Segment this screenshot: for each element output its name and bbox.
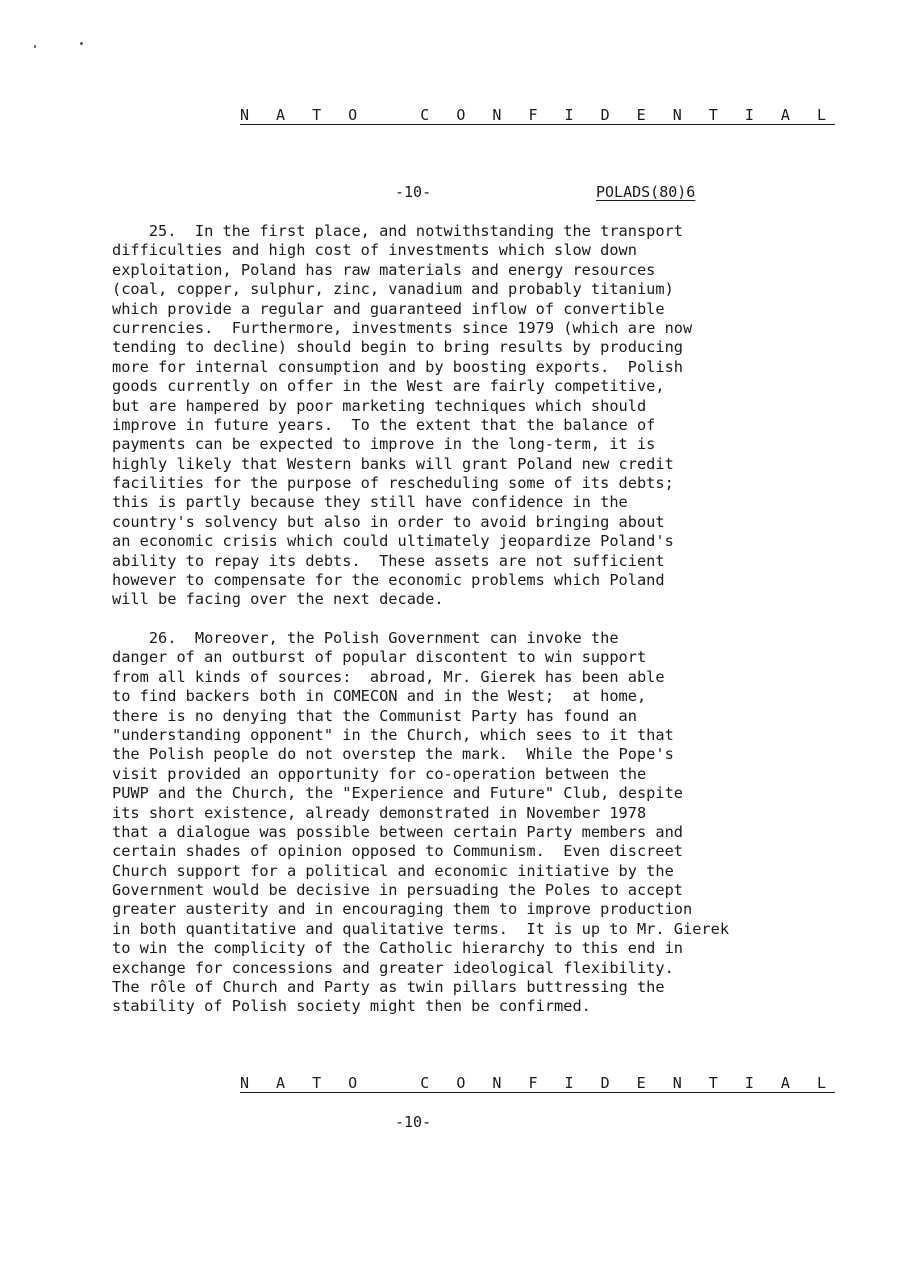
text-line: certain shades of opinion opposed to Communism. Even discreet xyxy=(112,842,683,861)
text-line: goods currently on offer in the West are fairly competitive, xyxy=(112,377,665,396)
text-line: this is partly because they still have confidence in the xyxy=(112,493,628,512)
text-line: to find backers both in COMECON and in the West; at home, xyxy=(112,687,647,706)
text-line: The rôle of Church and Party as twin pillars buttressing the xyxy=(112,978,665,997)
document-reference: POLADS(80)6 xyxy=(596,183,696,201)
text-line: Government would be decisive in persuading the Poles to accept xyxy=(112,881,683,900)
text-line: in both quantitative and qualitative terms. It is up to Mr. Gierek xyxy=(112,919,730,938)
paragraph-25 xyxy=(112,222,852,610)
text-line: facilities for the purpose of rescheduling some of its debts; xyxy=(112,474,674,493)
text-line: however to compensate for the economic problems which Poland xyxy=(112,571,665,590)
text-line: will be facing over the next decade. xyxy=(112,590,444,609)
scan-speck xyxy=(34,45,36,48)
text-line: from all kinds of sources: abroad, Mr. Gierek has been able xyxy=(112,667,665,686)
text-line: its short existence, already demonstrated in November 1978 xyxy=(112,803,647,822)
text-line: that a dialogue was possible between certain Party members and xyxy=(112,822,683,841)
page-number-bottom: -10- xyxy=(395,1113,432,1131)
paragraph-26 xyxy=(112,629,852,1017)
text-line: improve in future years. To the extent that the balance of xyxy=(112,415,656,434)
page-number-top: -10- xyxy=(395,183,432,201)
text-line: payments can be expected to improve in the long-term, it is xyxy=(112,435,656,454)
text-line: currencies. Furthermore, investments since 1979 (which are now xyxy=(112,318,693,337)
text-line: the Polish people do not overstep the mark. While the Pope's xyxy=(112,745,674,764)
text-line: but are hampered by poor marketing techniques which should xyxy=(112,396,647,415)
classification-footer: N A T O C O N F I D E N T I A L xyxy=(240,1074,836,1092)
text-line: (coal, copper, sulphur, zinc, vanadium and probably titanium) xyxy=(112,280,674,299)
text-line: highly likely that Western banks will grant Poland new credit xyxy=(112,454,674,473)
scan-speck xyxy=(80,42,83,45)
text-line: greater austerity and in encouraging them to improve production xyxy=(112,900,693,919)
text-line: which provide a regular and guaranteed inflow of convertible xyxy=(112,299,665,318)
text-line: exchange for concessions and greater ideological flexibility. xyxy=(112,958,674,977)
text-line: more for internal consumption and by boosting exports. Polish xyxy=(112,357,683,376)
text-line: stability of Polish society might then be confirmed. xyxy=(112,997,591,1016)
text-line: an economic crisis which could ultimately jeopardize Poland's xyxy=(112,532,674,551)
text-line: 26. Moreover, the Polish Government can invoke the xyxy=(112,629,619,647)
text-line: to win the complicity of the Catholic hierarchy to this end in xyxy=(112,939,683,958)
text-line: PUWP and the Church, the "Experience and Future" Club, despite xyxy=(112,784,683,803)
text-line: visit provided an opportunity for co-operation between the xyxy=(112,764,647,783)
classification-header: N A T O C O N F I D E N T I A L xyxy=(240,106,836,124)
text-line: danger of an outburst of popular discontent to win support xyxy=(112,648,647,667)
text-line: Church support for a political and economic initiative by the xyxy=(112,861,674,880)
text-line: ability to repay its debts. These assets are not sufficient xyxy=(112,551,665,570)
text-line: exploitation, Poland has raw materials and energy resources xyxy=(112,260,656,279)
text-line: country's solvency but also in order to avoid bringing about xyxy=(112,512,665,531)
text-line: 25. In the first place, and notwithstanding the transport xyxy=(112,222,683,240)
text-line: difficulties and high cost of investments which slow down xyxy=(112,241,637,260)
text-line: "understanding opponent" in the Church, which sees to it that xyxy=(112,725,674,744)
text-line: tending to decline) should begin to bring results by producing xyxy=(112,338,683,357)
text-line: there is no denying that the Communist Party has found an xyxy=(112,706,637,725)
